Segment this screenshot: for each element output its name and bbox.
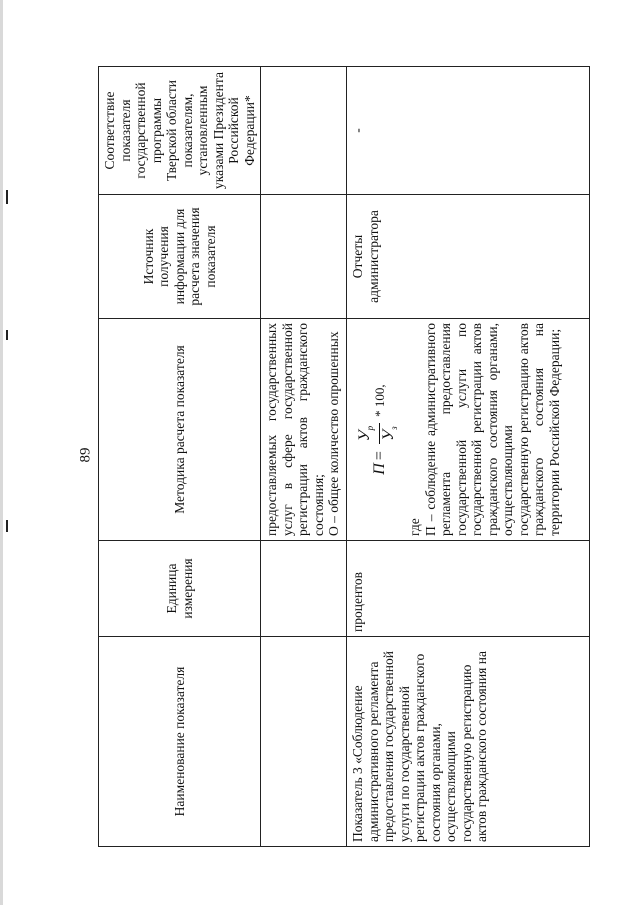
method-text: П – соблюдение административного регламента предоставления государственной услуги по государственной регистрации актов гражданского состояния органами, осуществляющими государственную регистрацию актов гражданского состояния на территории Российской Федерации; xyxy=(422,323,562,536)
cell-method xyxy=(347,319,590,541)
table-header-row xyxy=(99,67,261,847)
header-unit: Единица измерения xyxy=(99,541,261,637)
scan-edge xyxy=(0,0,3,905)
formula-lhs: П xyxy=(370,463,388,475)
cell-unit: процентов xyxy=(347,541,590,637)
cell-source xyxy=(261,195,347,319)
cell-name: Показатель 3 «Соблюдение административного регламента предоставления государственной услуги по государственной регистрации актов гражданского состояния органами, осуществляющими государственную регистрацию актов гражданского состояния на xyxy=(347,637,590,847)
formula-tail: * 100, xyxy=(371,384,387,417)
header-correspondence: Соответствие показателя государственной программы Тверской области показателям, установленным указами Президента Российской Федерации* xyxy=(99,67,261,195)
cell-source: Отчеты администратора xyxy=(347,195,590,319)
cell-correspondence xyxy=(261,67,347,195)
scan-mark xyxy=(6,190,8,204)
header-method: Методика расчета показателя xyxy=(99,319,261,541)
indicators-table-wrapper xyxy=(98,67,590,847)
formula-equals: = xyxy=(370,451,388,461)
scan-mark xyxy=(6,520,8,532)
header-indicator-name: Наименование показателя xyxy=(99,637,261,847)
formula xyxy=(356,323,403,536)
method-where: где xyxy=(407,518,423,536)
table-row xyxy=(261,67,347,847)
method-text: предоставляемых государственных услуг в сфере государственной регистрации актов гражданского состояния; О – общее количество опрошенных xyxy=(264,323,341,536)
formula-fraction xyxy=(356,423,403,444)
cell-method xyxy=(261,319,347,541)
indicators-table xyxy=(98,66,590,847)
table-row xyxy=(347,67,590,847)
scan-mark xyxy=(6,330,8,340)
cell-correspondence: - xyxy=(347,67,590,195)
page-number: 89 xyxy=(77,447,94,463)
formula-numerator: $У_р$ xyxy=(356,423,380,444)
formula-denominator: $У_з$ xyxy=(380,426,400,441)
header-source: Источник получения информации для расчета значения показателя xyxy=(99,195,261,319)
cell-unit xyxy=(261,541,347,637)
cell-name xyxy=(261,637,347,847)
